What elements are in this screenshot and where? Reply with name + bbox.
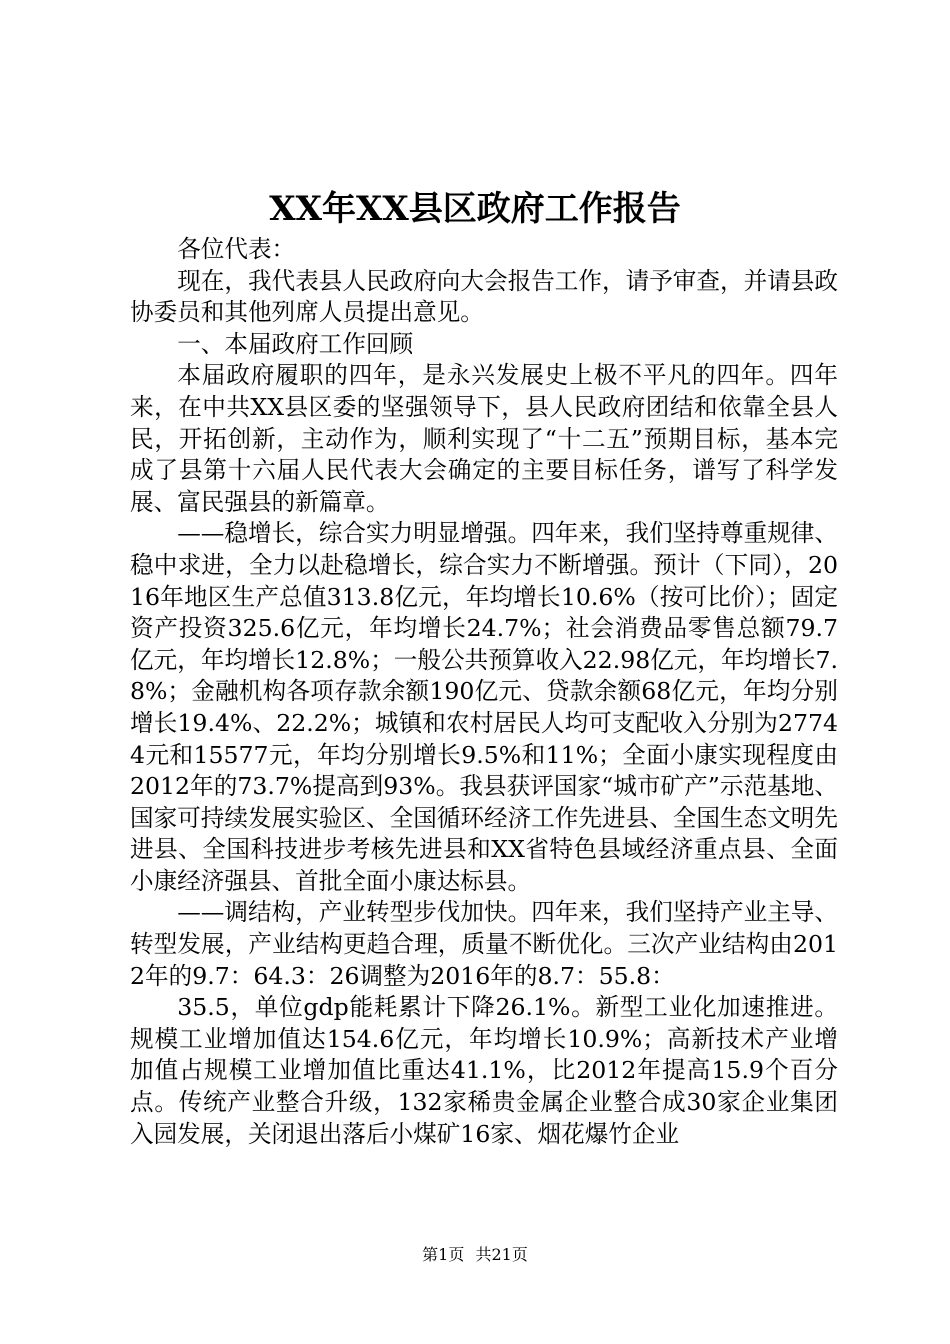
paragraph-review: 本届政府履职的四年，是永兴发展史上极不平凡的四年。四年来，在中共XX县区委的坚强领导下，县人民政府团结和依靠全县人民，开拓创新，主动作为，顺利实现了“十二五”预期目标，基本完成了县第十六届人民代表大会确定的主要目标任务，谱写了科学发展、富民强县的新篇章。 — [130, 361, 838, 516]
section-heading: 一、本届政府工作回顾 — [177, 329, 414, 358]
page-number: 第1页 — [422, 1245, 465, 1264]
paragraph-intro: 现在，我代表县人民政府向大会报告工作，请予审查，并请县政协委员和其他列席人员提出意见。 — [130, 266, 838, 327]
document-body — [130, 234, 838, 1150]
paragraph-industry: 35.5，单位gdp能耗累计下降26.1%。新型工业化加速推进。规模工业增加值达154.6亿元，年均增长10.9%；高新技术产业增加值占规模工业增加值比重达41.1%，比2012年提高15.9个百分点。传统产业整合升级，132家稀贵金属企业整合成30家企业集团入园发展，关闭退出落后小煤矿16家、烟花爆竹企业 — [130, 993, 838, 1148]
page-total: 共21页 — [475, 1245, 528, 1264]
document-title: XX年XX县区政府工作报告 — [269, 189, 681, 229]
paragraph-growth: ——稳增长，综合实力明显增强。四年来，我们坚持尊重规律、稳中求进，全力以赴稳增长，综合实力不断增强。预计（下同），2016年地区生产总值313.8亿元，年均增长10.6%（按可比价）；固定资产投资325.6亿元，年均增长24.7%；社会消费品零售总额79.7亿元，年均增长12.8%；一般公共预算收入22.98亿元，年均增长7.8%；金融机构各项存款余额190亿元、贷款余额68亿元，年均分别增长19.4%、22.2%；城镇和农村居民人均可支配收入分别为27744元和15577元，年均分别增长9.5%和11%；全面小康实现程度由2012年的73.7%提高到93%。我县获评国家“城市矿产”示范基地、国家可持续发展实验区、全国循环经济工作先进县、全国生态文明先进县、全国科技进步考核先进县和XX省特色县域经济重点县、全面小康经济强县、首批全面小康达标县。 — [130, 519, 838, 895]
page-footer — [0, 1243, 950, 1267]
paragraph-salutation: 各位代表： — [177, 235, 296, 263]
paragraph-structure: ——调结构，产业转型步伐加快。四年来，我们坚持产业主导、转型发展，产业结构更趋合理，质量不断优化。三次产业结构由2012年的9.7：64.3：26调整为2016年的8.7：55.8： — [130, 898, 838, 990]
